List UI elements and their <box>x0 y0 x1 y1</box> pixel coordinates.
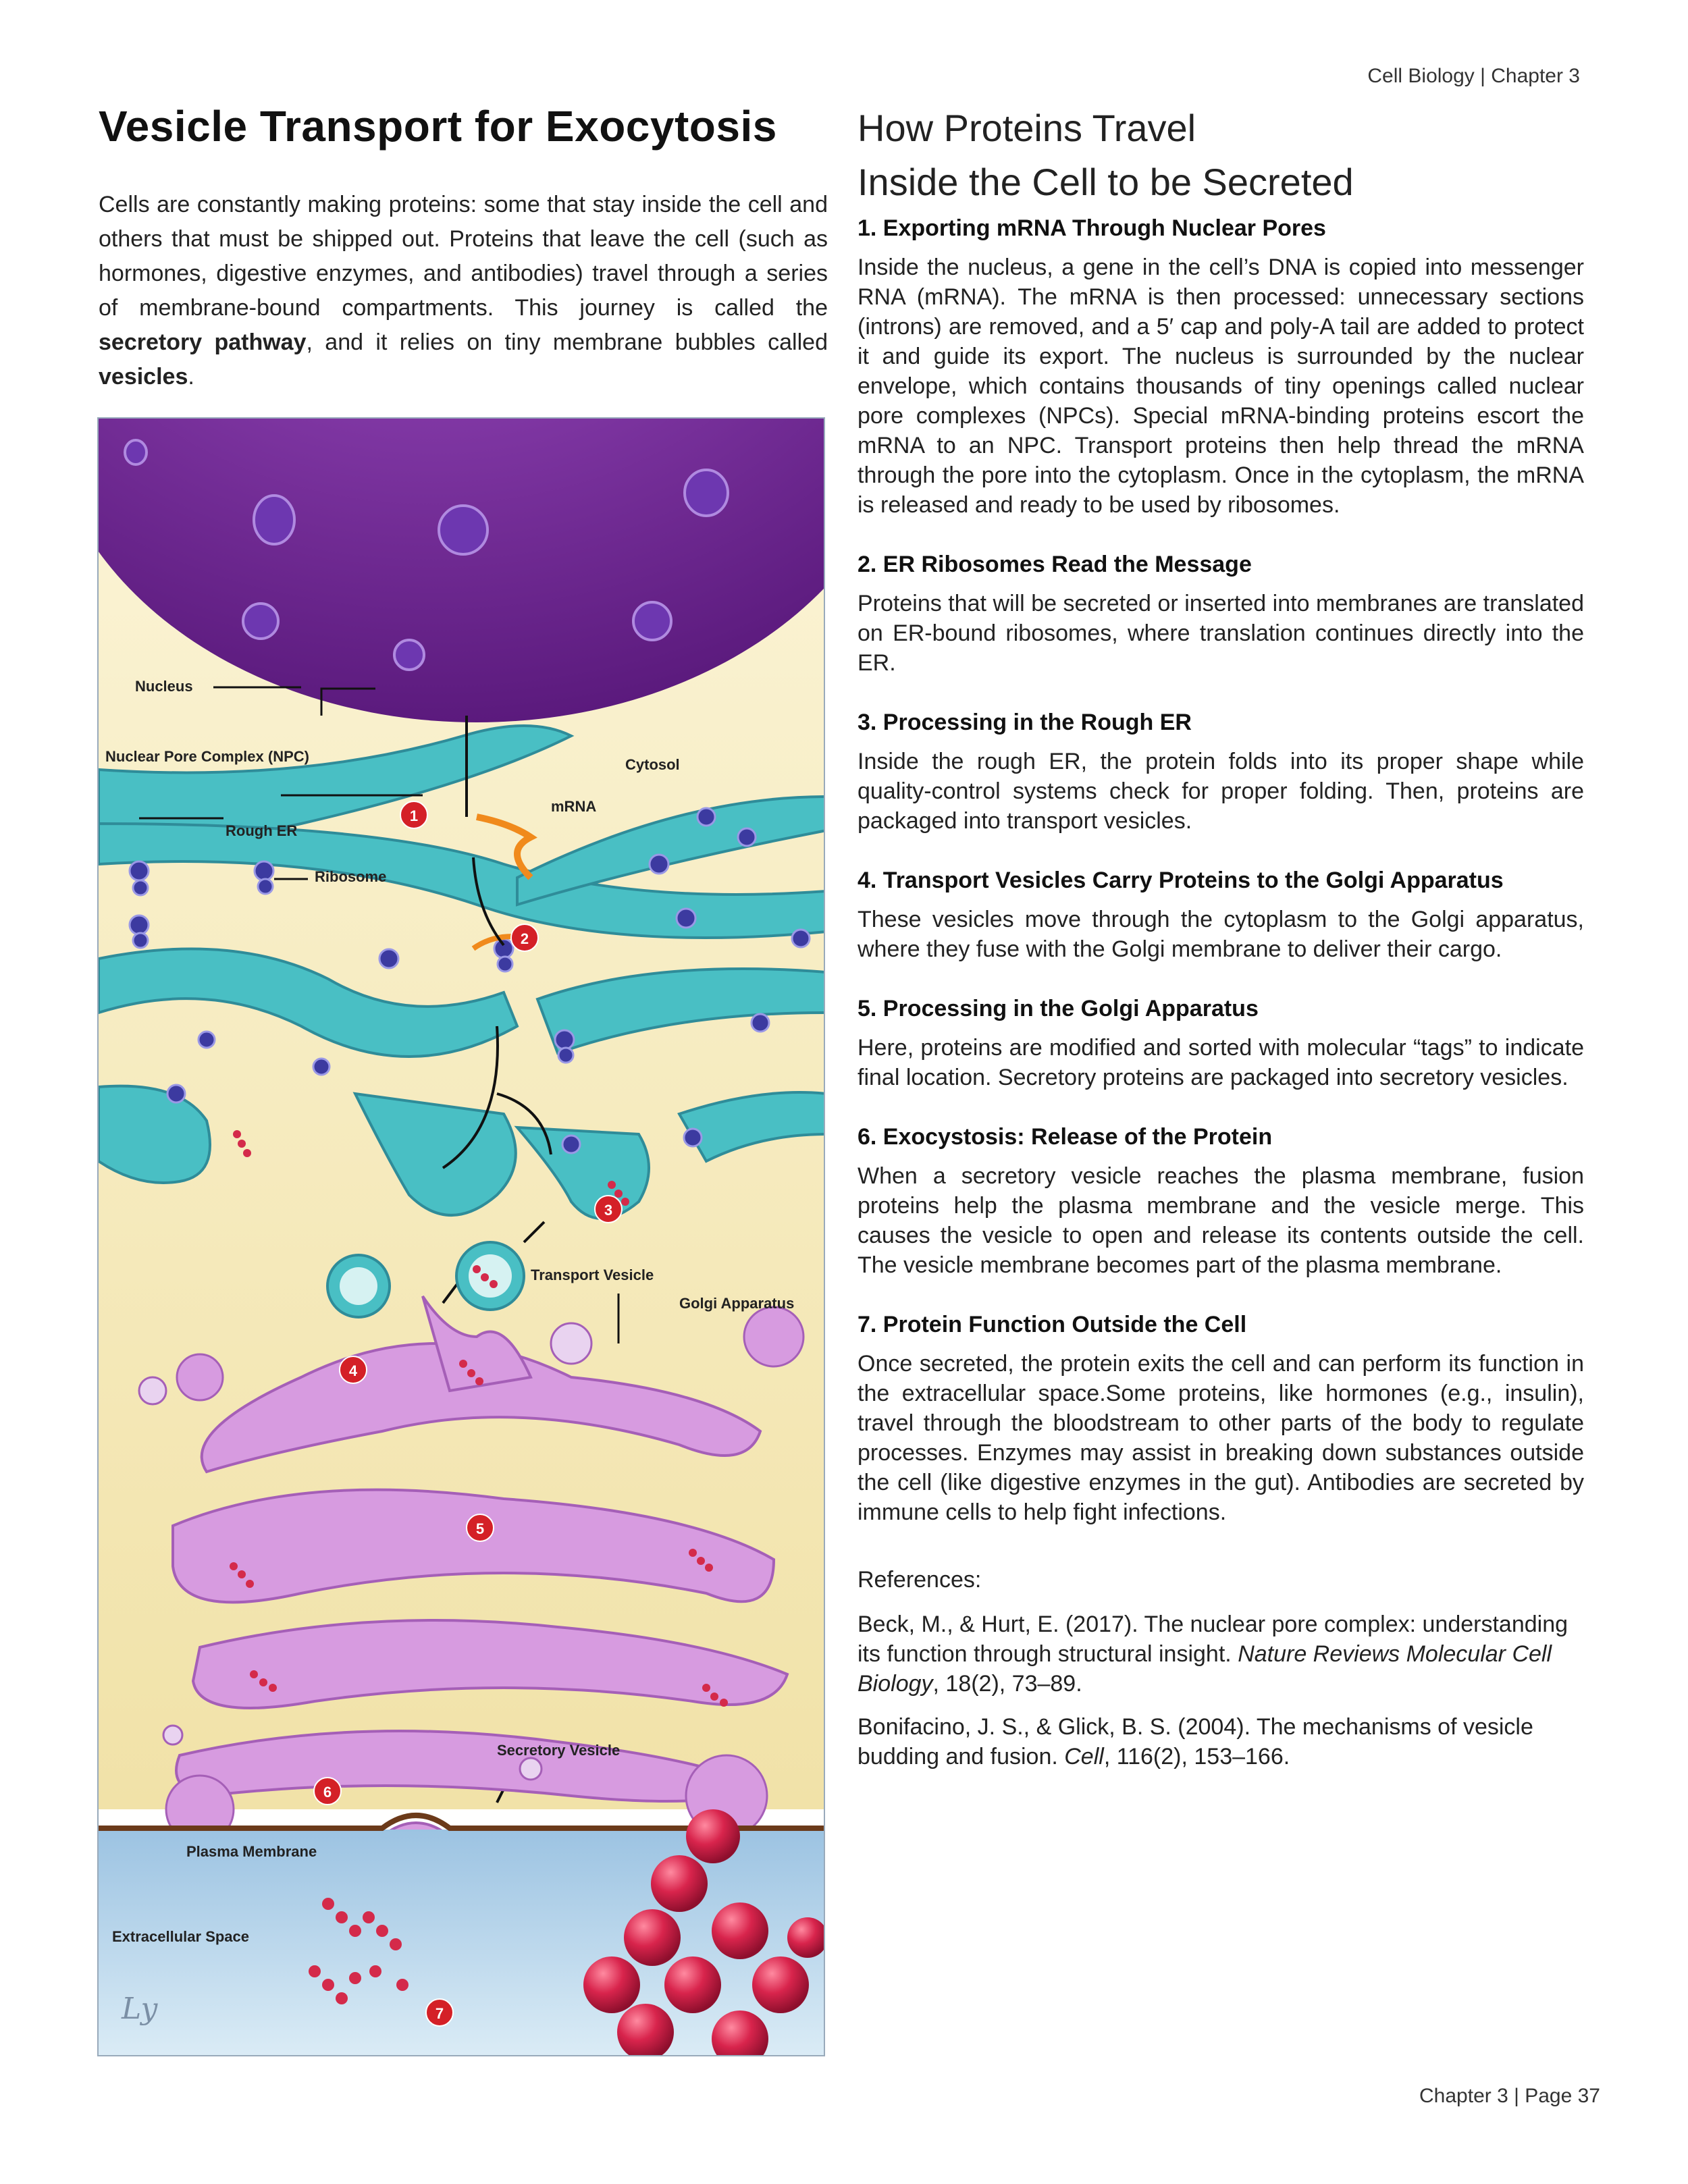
chapter-header: Cell Biology | Chapter 3 <box>1367 65 1580 87</box>
step-title: 1. Exporting mRNA Through Nuclear Pores <box>858 215 1326 241</box>
references-title: References: <box>858 1567 982 1593</box>
reference-journal: Cell <box>1064 1744 1104 1769</box>
step-title: 5. Processing in the Golgi Apparatus <box>858 996 1259 1021</box>
label-golgi-apparatus: Golgi Apparatus <box>679 1295 795 1312</box>
intro-term-vesicles: vesicles <box>99 364 188 390</box>
step-section-7 <box>858 1310 1584 1527</box>
step-body: Inside the nucleus, a gene in the cell’s DNA is copied into messenger RNA (mRNA). The mRNA is then processed: unnecessary sections (introns) are removed, and a 5′ cap and poly-A tail are added to protect it and guide its export. The nucleus is surrounded by the nuclear envelope, which contains thousands of tiny openings called nuclear pore complexes (NPCs). Special mRNA-binding proteins escort the mRNA to an NPC. Transport proteins then help thread the mRNA through the pore into the cytoplasm. Once in the cytoplasm, the mRNA is released and ready to be used by ribosomes. <box>858 255 1584 518</box>
step-body: Here, proteins are modified and sorted with molecular “tags” to indicate final location. Secretory proteins are packaged into secretory vesicles. <box>858 1035 1584 1090</box>
label-ribosome: Ribosome <box>315 868 387 885</box>
label-transport-vesicle: Transport Vesicle <box>531 1267 654 1283</box>
step-section-2 <box>858 550 1584 678</box>
artist-signature: Ly <box>122 1992 158 2026</box>
step-title: 4. Transport Vesicles Carry Proteins to the Golgi Apparatus <box>858 868 1504 893</box>
label-cytosol: Cytosol <box>625 756 680 773</box>
step-section-5 <box>858 994 1584 1092</box>
step-marker-5: 5 <box>466 1514 494 1542</box>
label-secretory-vesicle: Secretory Vesicle <box>497 1742 621 1759</box>
heading-line-2: Inside the Cell to be Secreted <box>858 161 1354 203</box>
step-section-3 <box>858 708 1584 836</box>
reference-2 <box>858 1712 1584 1772</box>
step-marker-1: 1 <box>400 801 428 829</box>
step-body: Proteins that will be secreted or inserted into membranes are translated on ER-bound ribosomes, where translation continues directly into the ER. <box>858 591 1584 676</box>
step-marker-3: 3 <box>594 1195 623 1223</box>
section-heading <box>858 101 1584 209</box>
page-title: Vesicle Transport for Exocytosis <box>99 102 777 151</box>
label-rough-er: Rough ER <box>226 822 298 839</box>
step-title: 7. Protein Function Outside the Cell <box>858 1312 1247 1337</box>
step-marker-7: 7 <box>425 1998 454 2027</box>
step-body: Once secreted, the protein exits the cell and can perform its function in the extracellular space.Some proteins, like hormones (e.g., insulin), travel through the bloodstream to other parts of the body to regulate processes. Enzymes may assist in breaking down substances outside the cell (like digestive enzymes in the gut). Antibodies are secreted by immune cells to help fight infections. <box>858 1351 1584 1525</box>
step-marker-4: 4 <box>339 1356 367 1384</box>
step-marker-2: 2 <box>510 924 539 952</box>
step-title: 2. ER Ribosomes Read the Message <box>858 552 1252 577</box>
reference-text: , 116(2), 153–166. <box>1103 1744 1290 1769</box>
step-section-6 <box>858 1122 1584 1280</box>
intro-text: . <box>188 364 194 390</box>
reference-text: Beck, M., & Hurt, E. (2017). The nuclear pore complex: understanding its function through structural insight. <box>858 1612 1568 1667</box>
reference-journal: Nature Reviews Molecular Cell Biology <box>858 1641 1552 1697</box>
step-marker-6: 6 <box>313 1777 342 1805</box>
reference-1 <box>858 1609 1584 1699</box>
intro-text: , and it relies on tiny membrane bubbles called <box>306 329 828 355</box>
label-extracellular-space: Extracellular Space <box>112 1928 250 1945</box>
intro-paragraph <box>99 188 828 394</box>
step-section-4 <box>858 865 1584 964</box>
intro-text: Cells are constantly making proteins: some that stay inside the cell and others that must be shipped out. Proteins that leave the cell (such as hormones, digestive enzymes, and antibodies) travel through a series of membrane-bound compartments. This journey is called the <box>99 192 828 321</box>
reference-text: Bonifacino, J. S., & Glick, B. S. (2004). The mechanisms of vesicle budding and fusion. <box>858 1714 1533 1769</box>
reference-text: , 18(2), 73–89. <box>932 1671 1082 1697</box>
secretory-pathway-illustration <box>97 417 825 2056</box>
illustration-art <box>99 419 825 2056</box>
step-body: When a secretory vesicle reaches the plasma membrane, fusion proteins help the plasma membrane and the vesicle merge. This causes the vesicle to open and release its contents outside the cell. The vesicle membrane becomes part of the plasma membrane. <box>858 1163 1584 1278</box>
label-npc: Nuclear Pore Complex (NPC) <box>105 748 309 765</box>
label-plasma-membrane: Plasma Membrane <box>186 1843 317 1860</box>
intro-term-secretory-pathway: secretory pathway <box>99 329 307 355</box>
step-section-1 <box>858 213 1584 520</box>
steps-column <box>858 101 1584 1785</box>
step-title: 3. Processing in the Rough ER <box>858 710 1192 735</box>
step-body: Inside the rough ER, the protein folds into its proper shape while quality-control systems check for proper folding. Then, proteins are packaged into transport vesicles. <box>858 749 1584 834</box>
page-footer: Chapter 3 | Page 37 <box>1419 2085 1600 2107</box>
step-title: 6. Exocystosis: Release of the Protein <box>858 1124 1273 1150</box>
step-body: These vesicles move through the cytoplasm to the Golgi apparatus, where they fuse with the Golgi membrane to deliver their cargo. <box>858 907 1584 962</box>
heading-line-1: How Proteins Travel <box>858 107 1196 149</box>
label-mrna: mRNA <box>551 798 597 815</box>
label-nucleus: Nucleus <box>135 678 193 695</box>
